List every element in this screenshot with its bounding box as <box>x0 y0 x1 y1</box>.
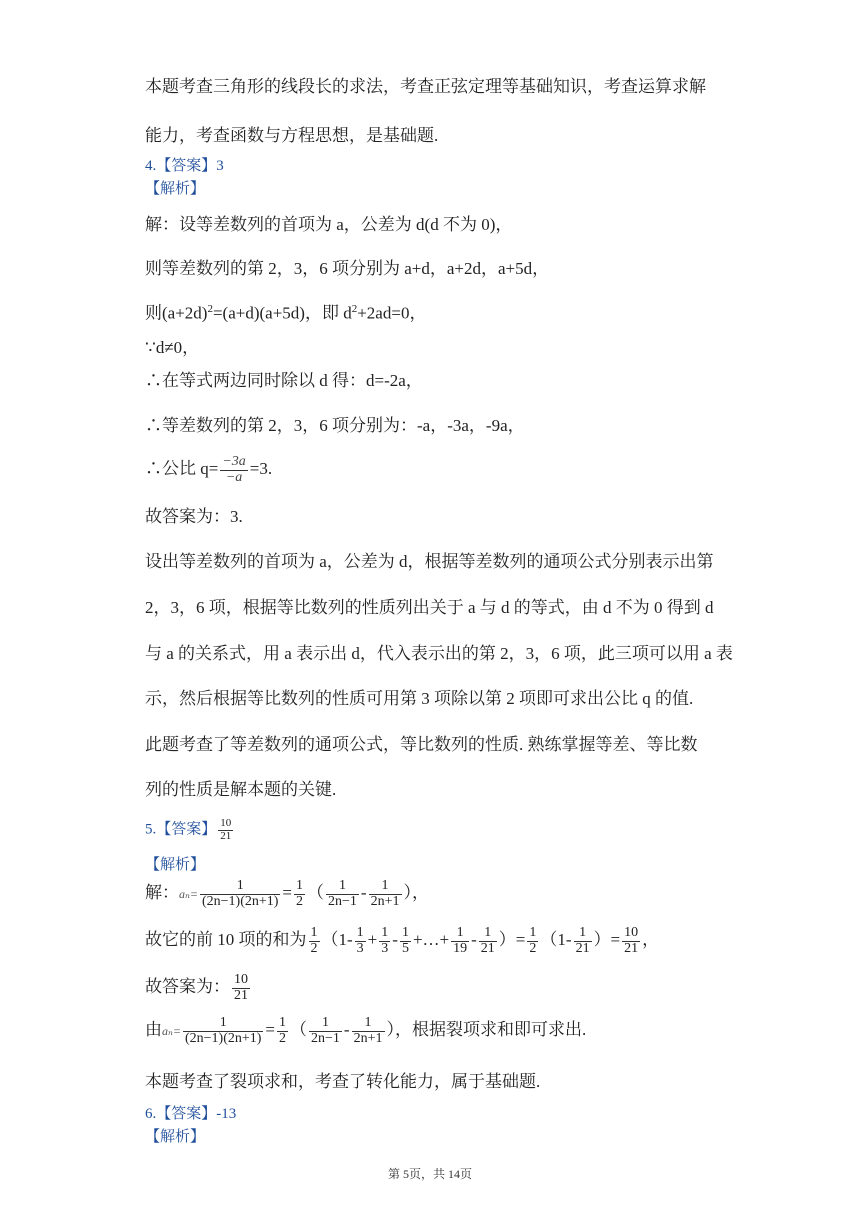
text-line: 此题考查了等差数列的通项公式，等比数列的性质. 熟练掌握等差、等比数 <box>145 735 698 754</box>
analysis-heading-4: 【解析】 <box>145 181 206 197</box>
text-line: 故答案为：3. <box>145 507 243 526</box>
text-line: 示，然后根据等比数列的性质可用第 3 项除以第 2 项即可求出公比 q 的值. <box>145 689 694 708</box>
fraction: $\frac{1}{21}$ <box>575 925 590 956</box>
answer-heading-4: 4.【答案】3 <box>145 158 224 174</box>
text-line: ∴等差数列的第 2，3，6 项分别为：-a，-3a，-9a， <box>145 416 525 435</box>
fraction: $\frac{1}{21}$ <box>480 925 495 956</box>
fraction: $\frac{1}{2}$ <box>529 925 537 956</box>
equation-line: 故它的前 10 项的和为 $\frac{1}{2}$ （1- $\frac{1}{3}$ + $\frac{1}{3}$ - $\frac{1}{5}$ +…+ $\frac{1}{19}$ - $\frac{1}{21}$ ）= $\frac{1}{2}$ （1- $\frac{1}{21}$ ）= $\frac{10}{21}$ ， <box>145 925 660 956</box>
text-line: 本题考查了裂项求和，考查了转化能力，属于基础题. <box>145 1072 541 1091</box>
page-footer: 第 5页，共 14页 <box>387 1167 472 1181</box>
text-line: 则等差数列的第 2，3，6 项分别为 a+d，a+2d，a+5d， <box>145 259 550 278</box>
fraction: $\frac{1}{5}$ <box>401 925 409 956</box>
equation-line: ∴公比 q= $\frac{-3a}{-a}$ =3. <box>145 454 273 485</box>
text-line: 设出等差数列的首项为 a，公差为 d，根据等差数列的通项公式分别表示出第 <box>145 552 714 571</box>
text-line: 本题考查三角形的线段长的求法，考查正弦定理等基础知识，考查运算求解 <box>145 77 706 96</box>
analysis-heading-5: 【解析】 <box>145 857 206 873</box>
equation-line: 解：aₙ= $\frac{1}{(2n-1)(2n+1)}$ = $\frac{1}{2}$ （ $\frac{1}{2n-1}$ - $\frac{1}{2n+1}$ ）， <box>145 878 429 909</box>
equation-line: 由aₙ= $\frac{1}{(2n-1)(2n+1)}$ = $\frac{1}{2}$ （ $\frac{1}{2n-1}$ - $\frac{1}{2n+1}$ ），根据裂项求和即可求出. <box>145 1015 587 1046</box>
fraction: $\frac{1}{3}$ <box>381 925 389 956</box>
text-line: 与 a 的关系式，用 a 表示出 d，代入表示出的第 2，3，6 项，此三项可以用 a 表 <box>145 644 733 663</box>
analysis-heading-6: 【解析】 <box>145 1129 206 1145</box>
fraction: $\frac{1}{3}$ <box>356 925 364 956</box>
fraction: $\frac{10}{21}$ <box>220 817 232 842</box>
text-line: ∵d≠0， <box>145 338 200 357</box>
fraction: $\frac{-3a}{-a}$ <box>222 454 246 485</box>
fraction: $\frac{1}{2}$ <box>296 878 304 909</box>
fraction: $\frac{1}{2}$ <box>310 925 318 956</box>
fraction: $\frac{1}{2n+1}$ <box>353 1015 383 1046</box>
text-line: 2，3，6 项，根据等比数列的性质列出关于 a 与 d 的等式，由 d 不为 0 得到 d <box>145 598 714 617</box>
text-line: 解：设等差数列的首项为 a，公差为 d(d 不为 0)， <box>145 215 513 234</box>
fraction: $\frac{1}{2n+1}$ <box>370 878 400 909</box>
text-line: 列的性质是解本题的关键. <box>145 780 337 799</box>
answer-heading-6: 6.【答案】-13 <box>145 1106 237 1122</box>
fraction: $\frac{10}{21}$ <box>234 972 248 1003</box>
fraction: $\frac{10}{21}$ <box>624 925 639 956</box>
equation-line: 则$(a+2d)^2=(a+d)(a+5d)$，即 $d^2+2ad=0$， <box>145 303 427 323</box>
fraction: $\frac{1}{19}$ <box>453 925 468 956</box>
answer-heading-5: 5.【答案】 $\frac{10}{21}$ <box>145 817 232 842</box>
text-line: 能力，考查函数与方程思想，是基础题. <box>145 126 439 145</box>
fraction: $\frac{1}{2}$ <box>279 1015 287 1046</box>
fraction: $\frac{1}{2n-1}$ <box>311 1015 340 1046</box>
fraction: $\frac{1}{(2n-1)(2n+1)}$ <box>184 1015 262 1046</box>
text-line: ∴在等式两边同时除以 d 得：d=-2a， <box>145 371 423 390</box>
fraction: $\frac{1}{(2n-1)(2n+1)}$ <box>201 878 279 909</box>
fraction: $\frac{1}{2n-1}$ <box>328 878 357 909</box>
equation-line: 故答案为： $\frac{10}{21}$ <box>145 972 248 1003</box>
